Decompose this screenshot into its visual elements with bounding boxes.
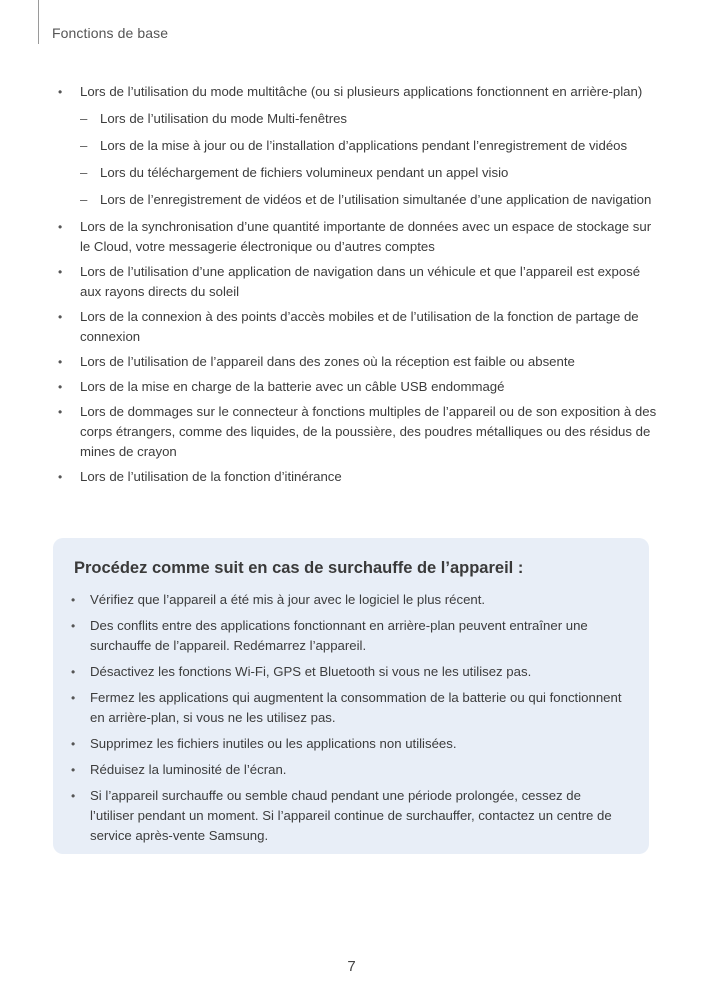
bullet-dot-icon: • [58, 265, 63, 279]
note-item [71, 590, 627, 610]
note-item-text: Désactivez les fonctions Wi-Fi, GPS et Bluetooth si vous ne les utilisez pas. [90, 664, 532, 679]
sub-bullet-list [80, 109, 658, 210]
bullet-item [58, 352, 658, 372]
header-rule [38, 0, 39, 44]
dash-icon: – [80, 111, 88, 126]
sub-bullet-item [80, 109, 658, 129]
bullet-text: Lors de dommages sur le connecteur à fonctions multiples de l’appareil ou de son exposition à des corps étrangers, comme des liquides, de la poussière, des poudres métalliques ou des résidus de mines de crayon [80, 404, 657, 459]
note-item [71, 734, 627, 754]
bullet-item [58, 307, 658, 347]
note-item-text: Vérifiez que l’appareil a été mis à jour avec le logiciel le plus récent. [90, 592, 486, 607]
page-number: 7 [347, 958, 356, 975]
sub-bullet-item [80, 190, 658, 210]
bullet-dot-icon: • [58, 85, 63, 99]
note-item [71, 786, 627, 846]
sub-bullet-text: Lors de l’utilisation du mode Multi-fenêtres [100, 111, 348, 126]
bullet-text: Lors de l’utilisation de l’appareil dans des zones où la réception est faible ou absente [80, 354, 575, 369]
bullet-dot-icon: • [71, 763, 76, 777]
bullet-item [58, 82, 658, 210]
bullet-dot-icon: • [71, 619, 76, 633]
bullet-dot-icon: • [71, 665, 76, 679]
section-title: Fonctions de base [52, 25, 169, 41]
note-item-text: Fermez les applications qui augmentent la consommation de la batterie ou qui fonctionnent en arrière-plan, si vous ne les utilisez pas. [90, 690, 622, 725]
bullet-item [58, 402, 658, 462]
bullet-text: Lors de l’utilisation du mode multitâche (ou si plusieurs applications fonctionnent en arrière-plan) [80, 84, 643, 99]
sub-bullet-text: Lors de la mise à jour ou de l’installation d’applications pendant l’enregistrement de vidéos [100, 138, 628, 153]
note-item [71, 616, 627, 656]
bullet-list-section [58, 82, 658, 492]
sub-bullet-item [80, 163, 658, 183]
bullet-item [58, 377, 658, 397]
bullet-text: Lors de la synchronisation d’une quantité importante de données avec un espace de stockage sur le Cloud, votre messagerie électronique ou d’autres comptes [80, 219, 652, 254]
sub-bullet-item [80, 136, 658, 156]
bullet-dot-icon: • [71, 691, 76, 705]
dash-icon: – [80, 138, 88, 153]
bullet-item [58, 217, 658, 257]
overheating-note-box [53, 538, 649, 854]
bullet-text: Lors de la mise en charge de la batterie avec un câble USB endommagé [80, 379, 505, 394]
note-item-text: Des conflits entre des applications fonctionnant en arrière-plan peuvent entraîner une surchauffe de l’appareil. Redémarrez l’appareil. [90, 618, 588, 653]
note-item-text: Supprimez les fichiers inutiles ou les applications non utilisées. [90, 736, 457, 751]
note-list [71, 590, 627, 852]
note-item [71, 688, 627, 728]
note-item-text: Réduisez la luminosité de l’écran. [90, 762, 287, 777]
note-item [71, 662, 627, 682]
dash-icon: – [80, 165, 88, 180]
bullet-dot-icon: • [58, 470, 63, 484]
sub-bullet-text: Lors de l’enregistrement de vidéos et de l’utilisation simultanée d’une application de navigation [100, 192, 652, 207]
bullet-dot-icon: • [58, 310, 63, 324]
bullet-dot-icon: • [58, 220, 63, 234]
bullet-dot-icon: • [58, 380, 63, 394]
bullet-text: Lors de la connexion à des points d’accès mobiles et de l’utilisation de la fonction de partage de connexion [80, 309, 639, 344]
note-title: Procédez comme suit en cas de surchauffe de l’appareil : [74, 559, 524, 577]
bullet-list [58, 82, 658, 487]
bullet-item [58, 262, 658, 302]
bullet-text: Lors de l’utilisation d’une application de navigation dans un véhicule et que l’appareil est exposé aux rayons directs du soleil [80, 264, 641, 299]
bullet-text: Lors de l’utilisation de la fonction d’itinérance [80, 469, 342, 484]
dash-icon: – [80, 192, 88, 207]
bullet-dot-icon: • [71, 789, 76, 803]
bullet-dot-icon: • [58, 355, 63, 369]
bullet-dot-icon: • [71, 737, 76, 751]
bullet-dot-icon: • [58, 405, 63, 419]
sub-bullet-text: Lors du téléchargement de fichiers volumineux pendant un appel visio [100, 165, 509, 180]
note-item [71, 760, 627, 780]
note-item-text: Si l’appareil surchauffe ou semble chaud pendant une période prolongée, cessez de l’utiliser pendant un moment. Si l’appareil continue de surchauffer, contactez un centre de service après-vente Samsung. [90, 788, 612, 843]
bullet-dot-icon: • [71, 593, 76, 607]
bullet-item [58, 467, 658, 487]
